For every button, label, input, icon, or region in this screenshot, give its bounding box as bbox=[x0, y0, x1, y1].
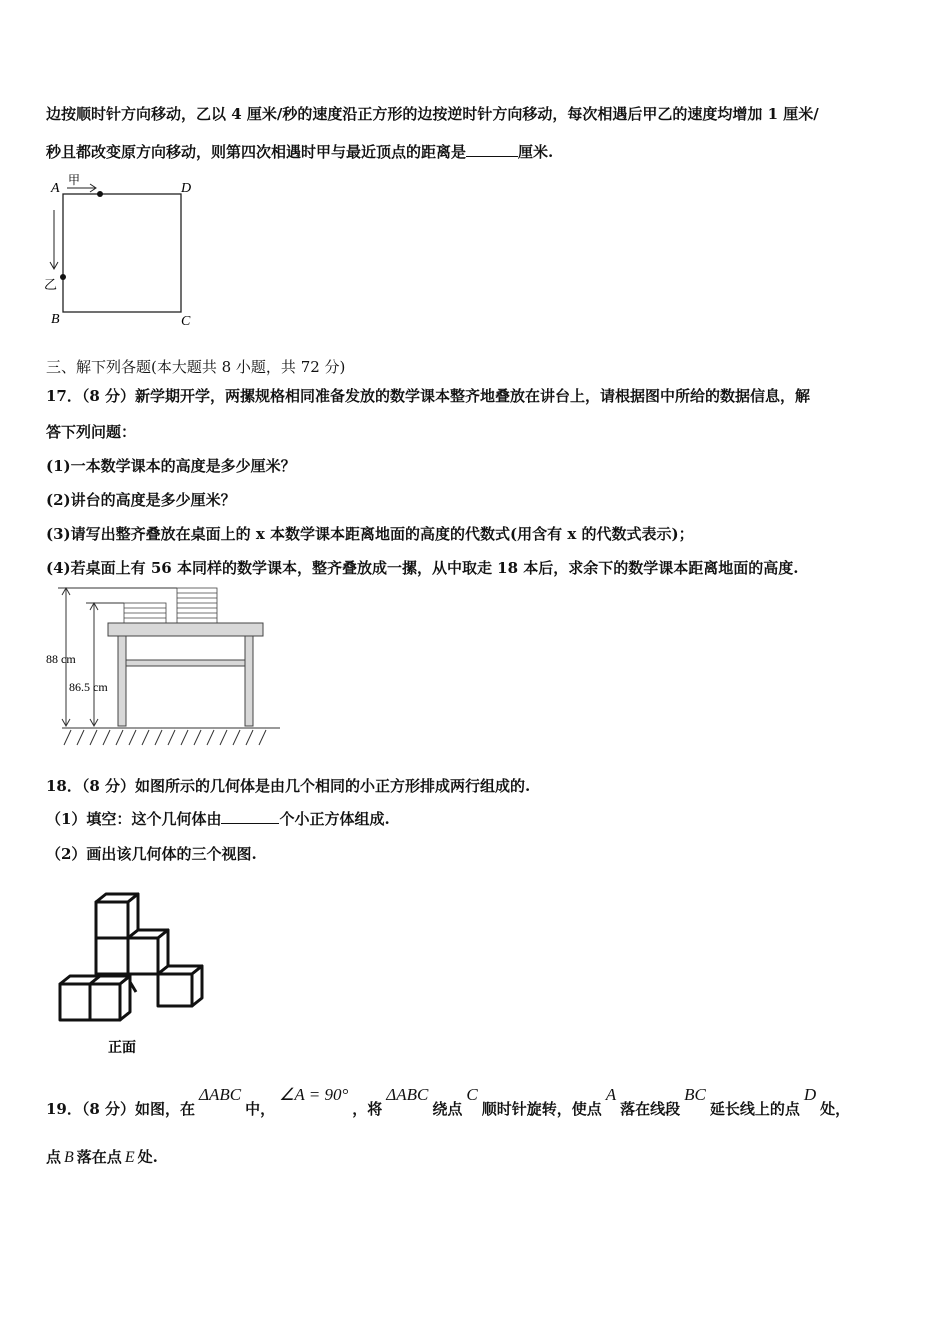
q19-l2-text-2: 落在点 bbox=[76, 1148, 122, 1166]
q19-text-2: 中， bbox=[245, 1100, 276, 1118]
q16-line2-text: 秒且都改变原方向移动，则第四次相遇时甲与最近顶点的距离是 bbox=[46, 143, 467, 161]
q19-math-D: D bbox=[803, 1085, 817, 1104]
label-86-5cm: 86.5 cm bbox=[69, 680, 108, 694]
q19-math-BC: BC bbox=[684, 1085, 706, 1104]
desk-top bbox=[108, 623, 263, 636]
q18-sub1-tail: 个小正方体组成. bbox=[279, 810, 390, 828]
q17-sub2: (2)讲台的高度是多少厘米？ bbox=[46, 491, 236, 509]
q18-sub1 bbox=[46, 808, 390, 829]
label-D: D bbox=[181, 181, 192, 196]
q19-l2-math-E: E bbox=[124, 1149, 135, 1166]
q19-text-8: 处， bbox=[820, 1100, 851, 1118]
desk-leg-left bbox=[118, 636, 126, 726]
q16-line2 bbox=[46, 141, 553, 162]
q18-sub1-text: （1）填空：这个几何体由 bbox=[46, 810, 222, 828]
q19-text-6: 落在线段 bbox=[620, 1100, 681, 1118]
book-stack-short bbox=[124, 603, 166, 623]
desk-leg-right bbox=[245, 636, 253, 726]
section-title: 三、解下列各题(本大题共 8 小题，共 72 分) bbox=[46, 358, 346, 376]
q19-math-C: C bbox=[466, 1085, 478, 1104]
q19-text-1: 19．（8 分）如图，在 bbox=[46, 1100, 196, 1118]
q16-line2-unit: 厘米. bbox=[518, 143, 554, 161]
cube-drawing bbox=[60, 894, 202, 1020]
label-C: C bbox=[181, 314, 191, 329]
q19-text-7: 延长线上的点 bbox=[709, 1100, 800, 1118]
square-figure bbox=[40, 172, 210, 330]
q18-line1: 18．（8 分）如图所示的几何体是由几个相同的小正方形排成两行组成的. bbox=[46, 777, 531, 795]
q18-sub2: （2）画出该几何体的三个视图. bbox=[46, 845, 257, 863]
q17-sub1: (1)一本数学课本的高度是多少厘米？ bbox=[46, 457, 296, 475]
square-outline bbox=[63, 194, 181, 312]
desk-crossbar bbox=[126, 660, 245, 666]
answer-blank bbox=[466, 142, 518, 157]
book-stack-tall bbox=[177, 588, 217, 623]
q19-l2-math-B: B bbox=[64, 1149, 74, 1166]
q17-sub4: (4)若桌面上有 56 本同样的数学课本，整齐叠放成一摞，从中取走 18 本后，求余下的数学课本距离地面的高度. bbox=[46, 559, 799, 577]
point-jia bbox=[97, 191, 103, 197]
q19-text-5: 顺时针旋转，使点 bbox=[481, 1100, 602, 1118]
q19-l2-text-3: 处. bbox=[137, 1148, 158, 1166]
q19-math-angle: ∠A = 90° bbox=[279, 1085, 349, 1104]
answer-blank bbox=[221, 809, 279, 824]
label-B: B bbox=[51, 312, 60, 327]
ground-hatch bbox=[64, 730, 266, 745]
q19-line1 bbox=[46, 1085, 851, 1119]
desk-figure bbox=[44, 585, 284, 747]
label-88cm: 88 cm bbox=[46, 652, 76, 666]
q17-line1: 17．（8 分）新学期开学，两摞规格相同准备发放的数学课本整齐地叠放在讲台上，请根据图中所给的数据信息，解 bbox=[46, 387, 811, 405]
q19-line2 bbox=[46, 1146, 158, 1167]
point-yi bbox=[60, 274, 66, 280]
label-jia: 甲 bbox=[68, 173, 81, 187]
q17-line2: 答下列问题： bbox=[46, 423, 137, 441]
label-A: A bbox=[51, 181, 60, 196]
q19-text-4: 绕点 bbox=[432, 1100, 463, 1118]
q19-l2-text-1: 点 bbox=[46, 1148, 62, 1166]
label-yi: 乙 bbox=[44, 278, 58, 293]
q19-math-A: A bbox=[605, 1085, 617, 1104]
cube-figure bbox=[56, 892, 216, 1062]
q19-math-triangle-2: ΔABC bbox=[386, 1085, 429, 1104]
q17-sub3: (3)请写出整齐叠放在桌面上的 x 本数学课本距离地面的高度的代数式(用含有 x 的代数式表示)； bbox=[46, 525, 694, 543]
q19-text-3: ，将 bbox=[352, 1100, 383, 1118]
label-front: 正面 bbox=[108, 1040, 136, 1056]
q19-math-triangle: ΔABC bbox=[199, 1085, 242, 1104]
q16-line1: 边按顺时针方向移动，乙以 4 厘米/秒的速度沿正方形的边按逆时针方向移动，每次相遇后甲乙的速度均增加 1 厘米/ bbox=[46, 105, 819, 123]
